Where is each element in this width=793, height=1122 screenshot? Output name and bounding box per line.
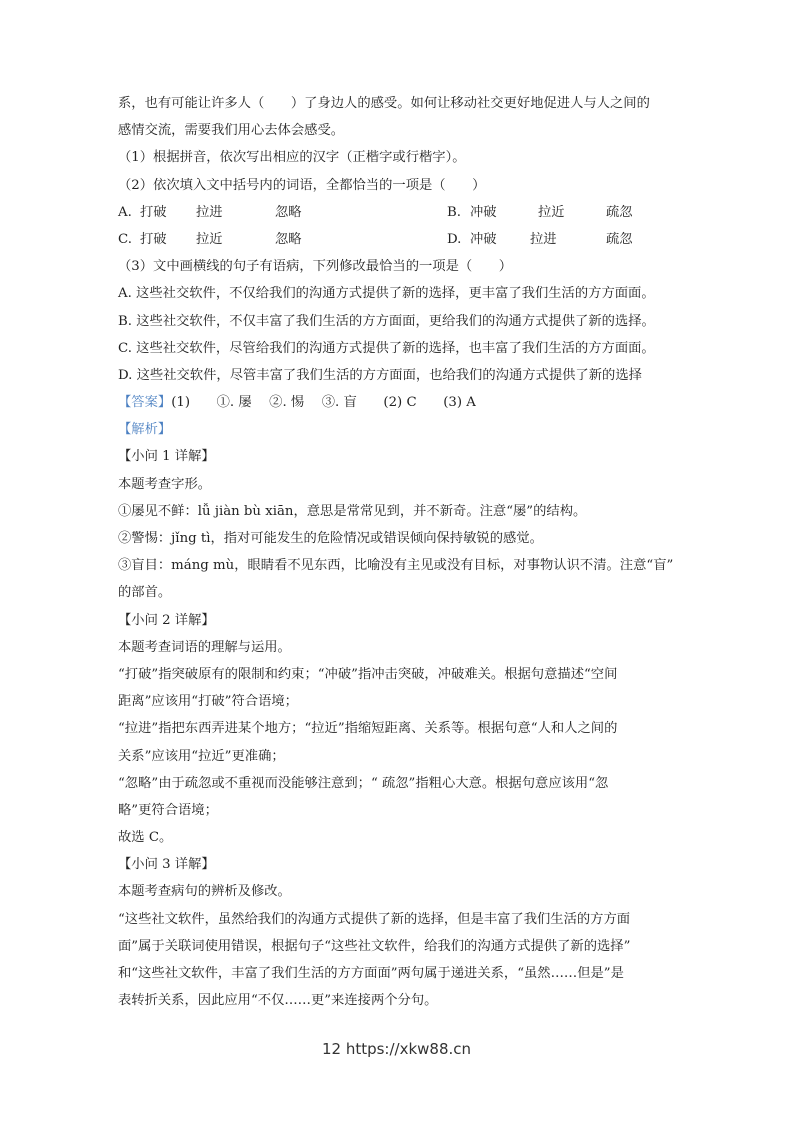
option-a-word: 忽略: [275, 204, 302, 220]
analysis-sections: [118, 445, 688, 1016]
section-line: 和“这些社文软件，丰富了我们生活的方方面面”两句属于递进关系，“虽然……但是”是: [118, 966, 624, 981]
section-line: “这些社文软件，虽然给我们的沟通方式提供了新的选择，但是丰富了我们生活的方方面: [118, 911, 631, 927]
option-c-word: 忽略: [275, 231, 302, 247]
q3-option-c: C. 这些社交软件，尽管给我们的沟通方式提供了新的选择，也丰富了我们生活的方方面面。: [118, 340, 655, 356]
option-c-word: 拉近: [196, 231, 223, 247]
analysis-label: 【解析】: [118, 422, 172, 438]
answer-line: [118, 391, 688, 418]
question-1: （1）根据拼音，依次写出相应的汉字（正楷字或行楷字）。: [118, 150, 466, 166]
section-line: 关系”应该用“拉近”更准确；: [118, 748, 285, 764]
answer-label: 【答案】: [118, 395, 172, 411]
q2-options-row-1: [118, 201, 688, 228]
question-2: （2）依次填入文中括号内的词语，全都恰当的一项是（ ）: [118, 177, 486, 193]
option-b-word: 拉近: [538, 204, 565, 220]
option-b-word: 冲破: [470, 204, 497, 220]
option-d-word: 冲破: [470, 231, 497, 247]
passage-line: 感情交流，需要我们用心去体会感受。: [118, 123, 345, 139]
section-line: 本题考查病句的辨析及修改。: [118, 884, 291, 900]
section-line: 故选 C。: [118, 830, 173, 846]
section-line: 本题考查字形。: [118, 476, 212, 492]
option-d-word: 疏忽: [606, 231, 633, 247]
section-line: “打破”指突破原有的限制和约束；“冲破”指冲击突破，冲破难关。根据句意描述“空间: [118, 666, 618, 682]
option-d-label: D.: [447, 231, 462, 247]
option-a-word: 拉进: [196, 204, 223, 220]
passage-line: 系，也有可能让许多人（ ）了身边人的感受。如何让移动社交更好地促进人与人之间的: [118, 96, 650, 111]
option-a-label: A.: [118, 204, 132, 220]
section-line: 距离”应该用“打破”符合语境；: [118, 694, 298, 710]
section-line: ①屡见不鲜：lǚ jiàn bù xiān，意思是常常见到，并不新奇。注意“屡”的结构。: [118, 503, 587, 519]
q3-option-d: D. 这些社交软件，尽管丰富了我们生活的方方面面，也给我们的沟通方式提供了新的选择: [118, 367, 642, 383]
q3-option-a: A. 这些社交软件，不仅给我们的沟通方式提供了新的选择，更丰富了我们生活的方方面面。: [118, 286, 655, 302]
q3-option-b: B. 这些社交软件，不仅丰富了我们生活的方方面面，更给我们的沟通方式提供了新的选择。: [118, 313, 655, 329]
section-line: ②警惕：jǐng tì，指对可能发生的危险情况或错误倾向保持敏锐的感觉。: [118, 531, 543, 546]
section-line: “拉进”指把东西弄进某个地方；“拉近”指缩短距离、关系等。根据句意“人和人之间的: [118, 721, 618, 737]
option-a-word: 打破: [140, 204, 167, 220]
section-line: 略”更符合语境；: [118, 802, 218, 818]
option-c-word: 打破: [140, 231, 167, 247]
section-title: 【小问 1 详解】: [118, 449, 215, 465]
section-line: “忽略”由于疏忽或不重视而没能够注意到；“ 疏忽”指粗心大意。根据句意应该用“忽: [118, 775, 609, 791]
page-footer: 12 https://xkw88.cn: [321, 1040, 472, 1058]
section-line: 面”属于关联词使用错误，根据句子“这些社文软件，给我们的沟通方式提供了新的选择”: [118, 938, 631, 954]
section-line: 的部首。: [118, 585, 172, 601]
option-b-label: B.: [447, 204, 461, 220]
option-d-word: 拉进: [530, 231, 557, 247]
option-b-word: 疏忽: [606, 204, 633, 220]
section-line: ③盲目：máng mù，眼睛看不见东西，比喻没有主见或没有目标，对事物认识不清。注意“盲”: [118, 558, 674, 574]
question-3: （3）文中画横线的句子有语病，下列修改最恰当的一项是（ ）: [118, 259, 513, 275]
option-c-label: C.: [118, 231, 132, 247]
section-line: 表转折关系，因此应用“不仅……更”来连接两个分句。: [118, 993, 438, 1009]
document-body: [118, 92, 688, 1016]
answer-text: (1) ①. 屡 ②. 惕 ③. 盲 (2) C (3) A: [171, 395, 476, 411]
section-line: 本题考查词语的理解与运用。: [118, 639, 291, 655]
q2-options-row-2: [118, 228, 688, 255]
section-title: 【小问 3 详解】: [118, 857, 215, 873]
section-title: 【小问 2 详解】: [118, 612, 215, 628]
